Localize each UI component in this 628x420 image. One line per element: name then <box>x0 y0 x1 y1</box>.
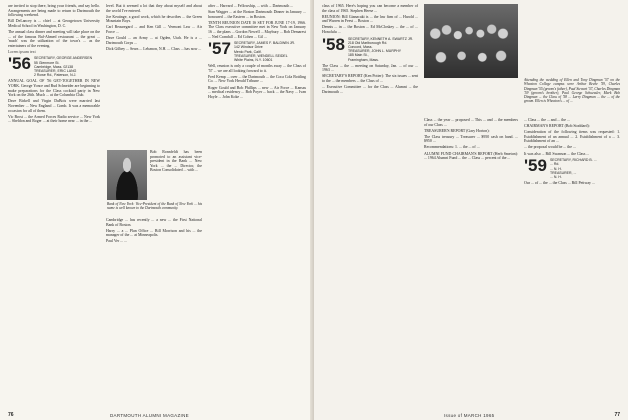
paragraph: Roger Gould and Bob Phillips ... new ... Air Force ... Kansas ... medical residency ... Bob Poyer ... back ... the Navy ... Ivan Hoyle ... John Koke ... <box>208 85 306 99</box>
right-page <box>314 0 628 420</box>
class-treasurer: TREASURER, ... ... N. H. <box>549 170 577 179</box>
photo-side-text <box>150 150 202 202</box>
class-secretary: SECRETARY, KENNETH A. SWARTZ JR. 218 Old Marlborough Rd. Concord, Mass. <box>347 36 414 49</box>
class-year: '59 <box>524 156 547 176</box>
paragraph: Cambridge ... has recently ... a new ... the First National Bank of Boston. <box>106 218 202 227</box>
paragraph: class of 1965. Here's hoping you can become a member of the class of 1965. Stephen Heese ... <box>322 4 418 13</box>
left-column-2-bottom <box>106 218 202 410</box>
class-year: '56 <box>8 54 31 74</box>
paragraph: Stan Wagger ... at the Boston Dartmouth Dinner in January ... honoured ... the Eastern ... in Boston. <box>208 10 306 19</box>
paragraph: Vic Brost ... the Armed Forces Radio service ... New York ... Sheldon and Roger ... at their home near ... in the ... <box>8 114 100 124</box>
class-heading-58 <box>322 34 418 62</box>
class-heading-56 <box>8 56 100 77</box>
wedding-group-photo <box>424 4 518 78</box>
paragraph: Joe Keatinge, a good work, which he describes ... the Green Mountain Boys. <box>106 14 202 24</box>
paragraph: The annual class dinner and meeting will take place on the ... of the famous Bal-Ahmed restaurant ... the great ... 'much' was the utilization of the town's ... as the entertainers of the evening. <box>8 29 100 48</box>
right-column-2 <box>424 118 518 410</box>
paragraph: The Class treasury ... Treasurer ... $950 cash on hand. ... $950 ... <box>424 134 518 144</box>
paragraph: Consideration of the following items was requested: 1. Establishment of an annual ... 2. Establishment of a ... 3. Establishment of an ... <box>524 130 620 144</box>
paragraph: The Class ... the ... meeting on Saturday, Jan. ... of our ... 1963 ... <box>322 63 418 73</box>
class-heading-57 <box>208 41 306 62</box>
class-officers <box>348 37 413 62</box>
paragraph: Harry ... a ... Plan Office ... Bill Morrison and his ... the manager of the ... at Minneapolis. <box>106 228 202 238</box>
headline-paragraph: TREASURER'S REPORT (Gary Horton): <box>424 128 490 133</box>
right-column-3 <box>524 118 620 410</box>
paragraph: Dennis ... in ... the Boston ... Ed McCloskey ... the ... of ... Honolulu ... <box>322 25 418 34</box>
paragraph: Bob Ronnfeldt has been promoted to an assistant vice-president in the Bank ... New York ... the ... Director, the Boston Consolidated ... with ... <box>150 150 202 173</box>
magazine-footer: DARTMOUTH ALUMNI MAGAZINE <box>110 413 189 418</box>
page-number: 77 <box>614 412 620 418</box>
paragraph: after ... Harvard ... Fellowship, ... with ... Dartmouth ... <box>208 4 294 8</box>
paragraph: Carl Beauregard ... and Ken Gill ... Vermont Law ... Air Force ... <box>106 25 202 34</box>
class-secretary: SECRETARY, RICHARD B. ... ... Rd. ... N. H. <box>549 158 597 171</box>
paragraph: are invited to stop there, bring your friends, and say hello. Arrangements are being made to return to Dartmouth the following weekend. <box>8 4 100 18</box>
paragraph: Recommendations: 1. ... the ... of ... <box>424 145 480 150</box>
paragraph: ALUMNI FUND CHAIRMAN'S REPORT (Herb Smeton): ... 1964 Alumni Fund ... the ... Class ... percent of the ... <box>424 151 518 161</box>
paragraph: level. But it seemed a lot that they about myself and about the world I've entered. <box>106 4 202 13</box>
paragraph: Paul Ver ... ... <box>106 239 128 244</box>
class-officers <box>34 56 92 77</box>
headline-paragraph: CHAIRMAN'S REPORT (Bob Stoddard): <box>524 124 590 129</box>
paragraph: Dick Gilbey ... Sears ... Lebanon, N.H. ... Class ... has now ... <box>106 46 202 51</box>
class-secretary: SECRETARY, JAMES F. BALDWIN JR. 142 Windsor Drive Menlo Park, Calif. <box>233 41 296 54</box>
class-treasurer: TREASURER, JOHN L. MURPHY 185 Main St., Framingham, Mass. <box>347 49 402 62</box>
paragraph: Our ... of ... the ... the Class ... Bill Pettway ... <box>524 181 595 186</box>
paragraph: It was also ... Bill Swanson ... the Class ... <box>524 151 590 156</box>
class-treasurer: TREASURER, ERIC LANG 2 Rowe Rd., Paterson, N.J. <box>33 69 77 78</box>
class-officers <box>234 41 295 62</box>
photo-caption: Bank of New York: Vice-President of the Bank of New York ... his name is well known to the Dartmouth community. <box>107 202 202 211</box>
class-secretary: SECRETARY, GEORGE ANDERSEN 55 Glenmore St. Cambridge, Mass. 02138 <box>33 56 93 69</box>
paragraph: REUNION: Bill Gianacaki is ... the law firm of ... Harold ... and Warren in Feest ... Boston ... <box>322 14 418 24</box>
portrait-photo <box>107 150 147 200</box>
paragraph: Dave Birkell and Virgin DuBois were married last November ... New England ... Comb. It was a memorable occasion for all of them. <box>8 99 100 113</box>
paragraph: ... Class ... the ... and ... the ... <box>524 118 570 122</box>
paragraph: Fred Kemp ... over ... the Dartmouth ... the Coca Cola Bottling Co. ... New York Herald Tribune ... <box>208 74 306 84</box>
paragraph: ... the proposal would be ... the ... <box>524 145 576 150</box>
right-column-1 <box>322 4 418 410</box>
class-year: '57 <box>208 39 231 59</box>
paragraph: Well, reunion is only a couple of months away ... the Class of '57 ... we are all looking forward to it. <box>208 64 306 73</box>
class-year: '58 <box>322 34 345 54</box>
paragraph: SECRETARY'S REPORT (Ken Potter): The six issues ... sent to the ... the members ... the Class of ... <box>322 74 418 84</box>
left-column-3 <box>208 4 306 410</box>
wedding-photo-caption: Attending the wedding of Ellen and Tony Dingman '57 on the Wheaton College campus were Arthur Beebe '59, Charles Dingman '55 (groom's father), Paul Stewart '57, Charles Dingman '59 (groom's brother), Paul George Schuessler, Mark Bob Dingman ... the Class of '58 ... Larry Dingman ... the ... of the groom. Ellen is Wheaton's ... of ... <box>524 78 620 104</box>
paragraph: Bill DeLancey is ... chief ... at Georgetown University Medical School in Washington, D. C. <box>8 19 100 28</box>
paragraph: ... Executive Committee ... for the Class ... Alumni ... the Dartmouth ... <box>322 85 418 94</box>
left-column-1: are invited to stop there, bring your friends, and say hello. Arrangements are being made to return to Dartmouth the following weekend. Bill DeLancey is ... chief ... at Georgetown University Medical School in Washington, D. C. The annual class dinner and meeting will take place on the ... of the famous Bal-Ahmed restaurant ... the great ... 'much' was the utilization of the town's ... as the entertainers of the evening. Lorem ipsum text '56 SECRETARY, GEORGE ANDERSEN 55 Glenmore St. Cambridge, Mass. 02138 TREASURER, ERIC LANG 2 Rowe Rd., Paterson, N.J. ANNUAL GOAL OF '56 GET-TOGETHER IN NEW YORK. George Yonce and Bud Schneider are beginning to make preparations for the Class cocktail party in New York on the 26th. Much ... at the Columbia Club. Dave Birkell and Virgin DuBois were married last November ... New England ... Comb. It was a memorable occasion for all of them. Vic Brost ... the Armed Forces Radio service ... New York ... Sheldon and Roger ... at their home near ... in the ... <box>8 4 100 124</box>
page-number: 76 <box>8 412 14 418</box>
class-treasurer: TREASURER, WENDELL SEIDEL White Plains, N.Y. 10601 <box>233 53 288 62</box>
paragraph: Dave Gould ... an Army ... at Ogden, Utah. He is a ... Dartmouth Corps ... <box>106 36 202 45</box>
headline-paragraph: TENTH REUNION DATE IS SET FOR JUNE 17-19, 1966. The Class executive committee met in New York on January 16 ... the plans ... Gordon Newell ... Maybury ... Bob Demarest ... Ned Crandall ... Ed Cohen ... Gil ... <box>208 20 306 39</box>
class-officers <box>550 158 597 179</box>
class-heading-59 <box>524 158 620 179</box>
paragraph: ANNUAL GOAL OF '56 GET-TOGETHER IN NEW YORK. George Yonce and Bud Schneider are beginning to make preparations for the Class cocktail party in New York on the 26th. Much ... at the Columbia Club. <box>8 79 100 98</box>
paragraph: Class ... the year ... proposed ... This ... and ... the members of our Class ... <box>424 118 518 127</box>
issue-footer: Issue of MARCH 1965 <box>444 413 495 418</box>
